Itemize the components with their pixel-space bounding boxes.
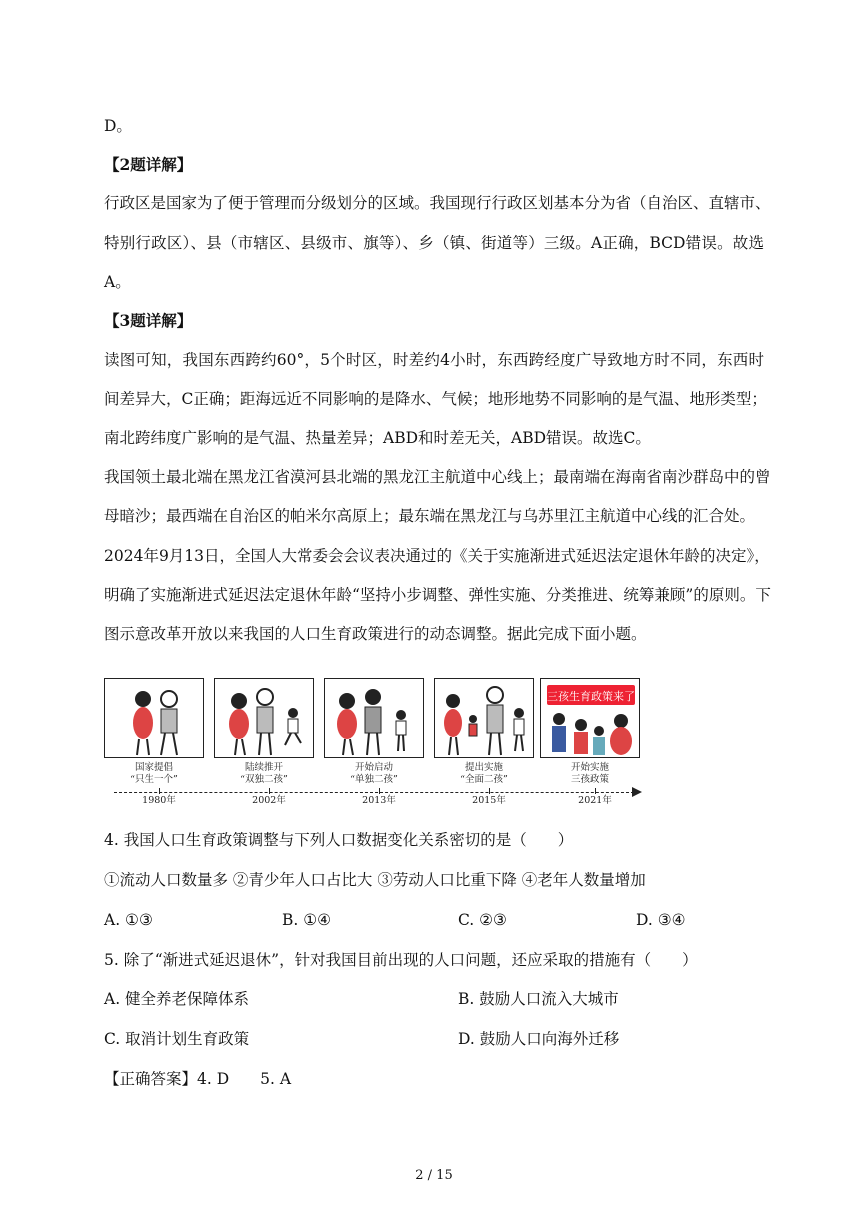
timeline-arrow [632,787,642,797]
text-line: 特别行政区）、县（市辖区、县级市、旗等）、乡（镇、街道等）三级。A正确，BCD错误。故选 [104,234,764,252]
text-line: 明确了实施渐进式延迟法定退休年龄“坚持小步调整、弹性实施、分类推进、统筹兼顾”的原则。下 [104,586,771,604]
policy-timeline-figure [104,676,644,812]
q4-option-c: C. ②③ [458,911,507,929]
text-line: 读图可知，我国东西跨约60°，5个时区，时差约4小时，东西跨经度广导致地方时不同，东西时 [104,351,764,369]
panel-caption [324,762,424,786]
panel-2013 [324,678,424,758]
caption-line: 三孩政策 [570,774,609,785]
banner-text: 三孩生育政策来了 [547,690,635,703]
caption-line: “全面二孩” [460,774,508,785]
text-line: D。 [104,117,132,135]
timeline-tick [379,788,380,794]
caption-line: “双独二孩” [240,774,288,785]
timeline-tick [595,788,596,794]
q5-option-c: C. 取消计划生育政策 [104,1030,250,1048]
timeline-tick [269,788,270,794]
section-heading-2: 【2题详解】 [104,155,193,174]
question-4-stem: 4. 我国人口生育政策调整与下列人口数据变化关系密切的是（ ） [104,831,574,849]
text-line: 间差异大，C正确；距海远近不同影响的是降水、气候；地形地势不同影响的是气温、地形类型； [104,390,767,408]
text-line: 南北跨纬度广影响的是气温、热量差异；ABD和时差无关，ABD错误。故选C。 [104,429,651,447]
panel-2015 [434,678,534,758]
panel-caption [214,762,314,786]
caption-line: 提出实施 [464,762,503,773]
panel-2021 [540,678,640,758]
text-line: A。 [104,273,131,291]
year-label: 2013年 [362,795,396,806]
timeline-axis [114,792,634,793]
panel-1980 [104,678,204,758]
caption-line: 国家提倡 [134,762,173,773]
panel-caption [434,762,534,786]
text-line: 图示意改革开放以来我国的人口生育政策进行的动态调整。据此完成下面小题。 [104,625,647,643]
text-line: 行政区是国家为了便于管理而分级划分的区域。我国现行行政区划基本分为省（自治区、直辖市、 [104,194,771,212]
panel-caption [540,762,640,786]
timeline-tick [159,788,160,794]
q4-option-b: B. ①④ [282,911,332,929]
panel-caption [104,762,204,786]
question-5-stem: 5. 除了“渐进式延迟退休”，针对我国目前出现的人口问题，还应采取的措施有（ ） [104,951,698,969]
section-heading-3: 【3题详解】 [104,311,193,330]
caption-line: “单独二孩” [350,774,398,785]
caption-line: 开始启动 [354,762,393,773]
text-line: 母暗沙；最西端在自治区的帕米尔高原上；最东端在黑龙江与乌苏里江主航道中心线的汇合处。 [104,507,756,525]
panel-2002 [214,678,314,758]
page-number: 2 / 15 [415,1168,453,1183]
year-label: 2002年 [252,795,286,806]
timeline-tick [489,788,490,794]
q4-option-d: D. ③④ [636,911,686,929]
q4-option-a: A. ①③ [104,911,153,929]
year-label: 2021年 [578,795,612,806]
q5-option-d: D. 鼓励人口向海外迁移 [458,1030,620,1048]
q5-option-b: B. 鼓励人口流入大城市 [458,990,619,1008]
caption-line: 陆续推开 [244,762,283,773]
year-label: 1980年 [142,795,176,806]
caption-line: 开始实施 [570,762,609,773]
answer-line: 【正确答案】4. D 5. A [104,1070,292,1088]
caption-line: “只生一个” [130,774,178,785]
text-line: 2024年9月13日，全国人大常委会会议表决通过的《关于实施渐进式延迟法定退休年龄的决定》， [104,547,770,565]
text-line: 我国领土最北端在黑龙江省漠河县北端的黑龙江主航道中心线上；最南端在海南省南沙群岛中的曾 [104,468,771,486]
question-4-items: ①流动人口数量多 ②青少年人口占比大 ③劳动人口比重下降 ④老年人数量增加 [104,871,646,889]
year-label: 2015年 [472,795,506,806]
q5-option-a: A. 健全养老保障体系 [104,990,250,1008]
